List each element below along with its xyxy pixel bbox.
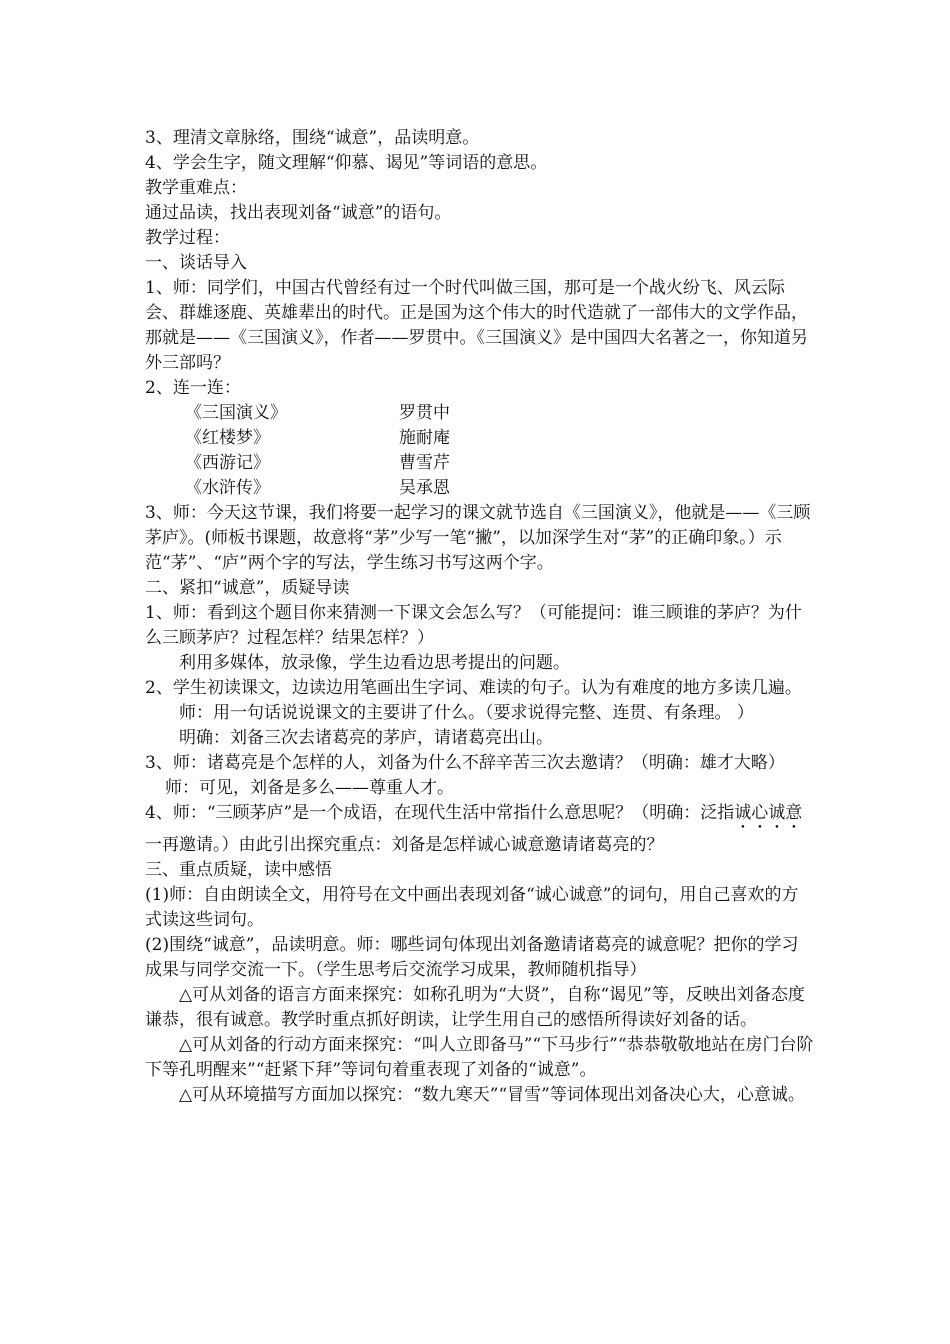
author-name: 施耐庵 [399,428,450,448]
triangle-point-language: △可从刘备的语言方面来探究：如称孔明为“大贤”，自称“谒见”等，反映出刘备态度谦恭，很有诚意。教学时重点抓好朗读，让学生用自己的感悟所得读好刘备的话。 [145,985,805,1030]
section-1-paragraph-2: 2、连一连： [145,378,241,398]
section-2-title: 二、紧扣“诚意”，质疑导读 [145,578,350,598]
process-heading: 教学过程： [145,228,230,248]
key-points-text: 通过品读，找出表现刘备“诚意”的语句。 [145,203,452,223]
goal-3: 3、理清文章脉络，围绕“诚意”，品读明意。 [145,128,480,148]
p4-text-before: 4、师：“三顾茅庐”是一个成语，在现代生活中常指什么意思呢？（明确：泛指 [145,803,735,823]
key-points-heading: 教学重难点： [145,178,247,198]
section-2-paragraph-4 [145,801,815,858]
p4-text-after: 一再邀请。）由此引出探究重点：刘备是怎样诚心诚意邀请诸葛亮的？ [145,835,664,855]
section-2-paragraph-2b: 师：用一句话说说课文的主要讲了什么。（要求说得完整、连贯、有条理。 ） [179,703,754,723]
book-title: 《水浒传》 [185,478,270,498]
section-3-paragraph-2: (2)围绕“诚意”，品读明意。师：哪些词句体现出刘备邀请诸葛亮的诚意呢？把你的学习成果与同学交流一下。（学生思考后交流学习成果，教师随机指导） [145,935,799,980]
section-2-paragraph-2c: 明确：刘备三次去诸葛亮的茅庐，请诸葛亮出山。 [179,728,553,748]
triangle-point-environment: △可从环境描写方面加以探究：“数九寒天”“冒雪”等词体现出刘备决心大，心意诚。 [179,1085,805,1105]
document-body [145,126,815,1108]
author-name: 罗贯中 [399,403,450,423]
section-2-paragraph-1: 1、师：看到这个题目你来猜测一下课文会怎么写？（可能提问：谁三顾谁的茅庐？为什么三顾茅庐？过程怎样？结果怎样？） [145,603,802,648]
section-3-paragraph-1: (1)师：自由朗读全文，用符号在文中画出表现刘备“诚心诚意”的词句，用自己喜欢的方式读这些词句。 [145,885,799,930]
matching-row [145,476,815,501]
section-3-title: 三、重点质疑，读中感悟 [145,860,332,880]
section-2-paragraph-1b: 利用多媒体，放录像，学生边看边思考提出的问题。 [179,653,570,673]
goal-4: 4、学会生字，随文理解“仰慕、谒见”等词语的意思。 [145,153,548,173]
author-name: 吴承恩 [399,478,450,498]
section-1-paragraph-3: 3、师：今天这节课，我们将要一起学习的课文就节选自《三国演义》，他就是——《三顾茅庐》。(师板书课题，故意将“茅”少写一笔“撇”，以加深学生对“茅”的正确印象。）示范“茅”、“庐”两个字的写法，学生练习书写这两个字。 [145,503,811,573]
matching-row [145,401,815,426]
book-title: 《西游记》 [185,453,270,473]
book-title: 《三国演义》 [185,403,287,423]
p4-emphasis: 诚心诚意 [734,803,803,823]
section-1-paragraph-1: 1、师：同学们，中国古代曾经有过一个时代叫做三国，那可是一个战火纷飞、风云际会、群雄逐鹿、英雄辈出的时代。正是国为这个伟大的时代造就了一部伟大的文学作品，那就是——《三国演义》，作者——罗贯中。《三国演义》是中国四大名著之一，你知道另外三部吗？ [145,278,808,373]
triangle-point-action: △可从刘备的行动方面来探究：“叫人立即备马”“下马步行”“恭恭敬敬地站在房门台阶下等孔明醒来”“赶紧下拜”等词句着重表现了刘备的“诚意”。 [145,1035,814,1080]
matching-row [145,451,815,476]
matching-list [145,401,815,501]
section-1-title: 一、谈话导入 [145,253,247,273]
section-2-paragraph-3: 3、师：诸葛亮是个怎样的人，刘备为什么不辞辛苦三次去邀请？（明确：雄才大略） [145,753,785,773]
author-name: 曹雪芹 [399,453,450,473]
book-title: 《红楼梦》 [185,428,270,448]
section-2-paragraph-2: 2、学生初读课文，边读边用笔画出生字词、难读的句子。认为有难度的地方多读几遍。 [145,678,802,698]
section-2-paragraph-3b: 师：可见，刘备是多么——尊重人才。 [165,778,454,798]
matching-row [145,426,815,451]
